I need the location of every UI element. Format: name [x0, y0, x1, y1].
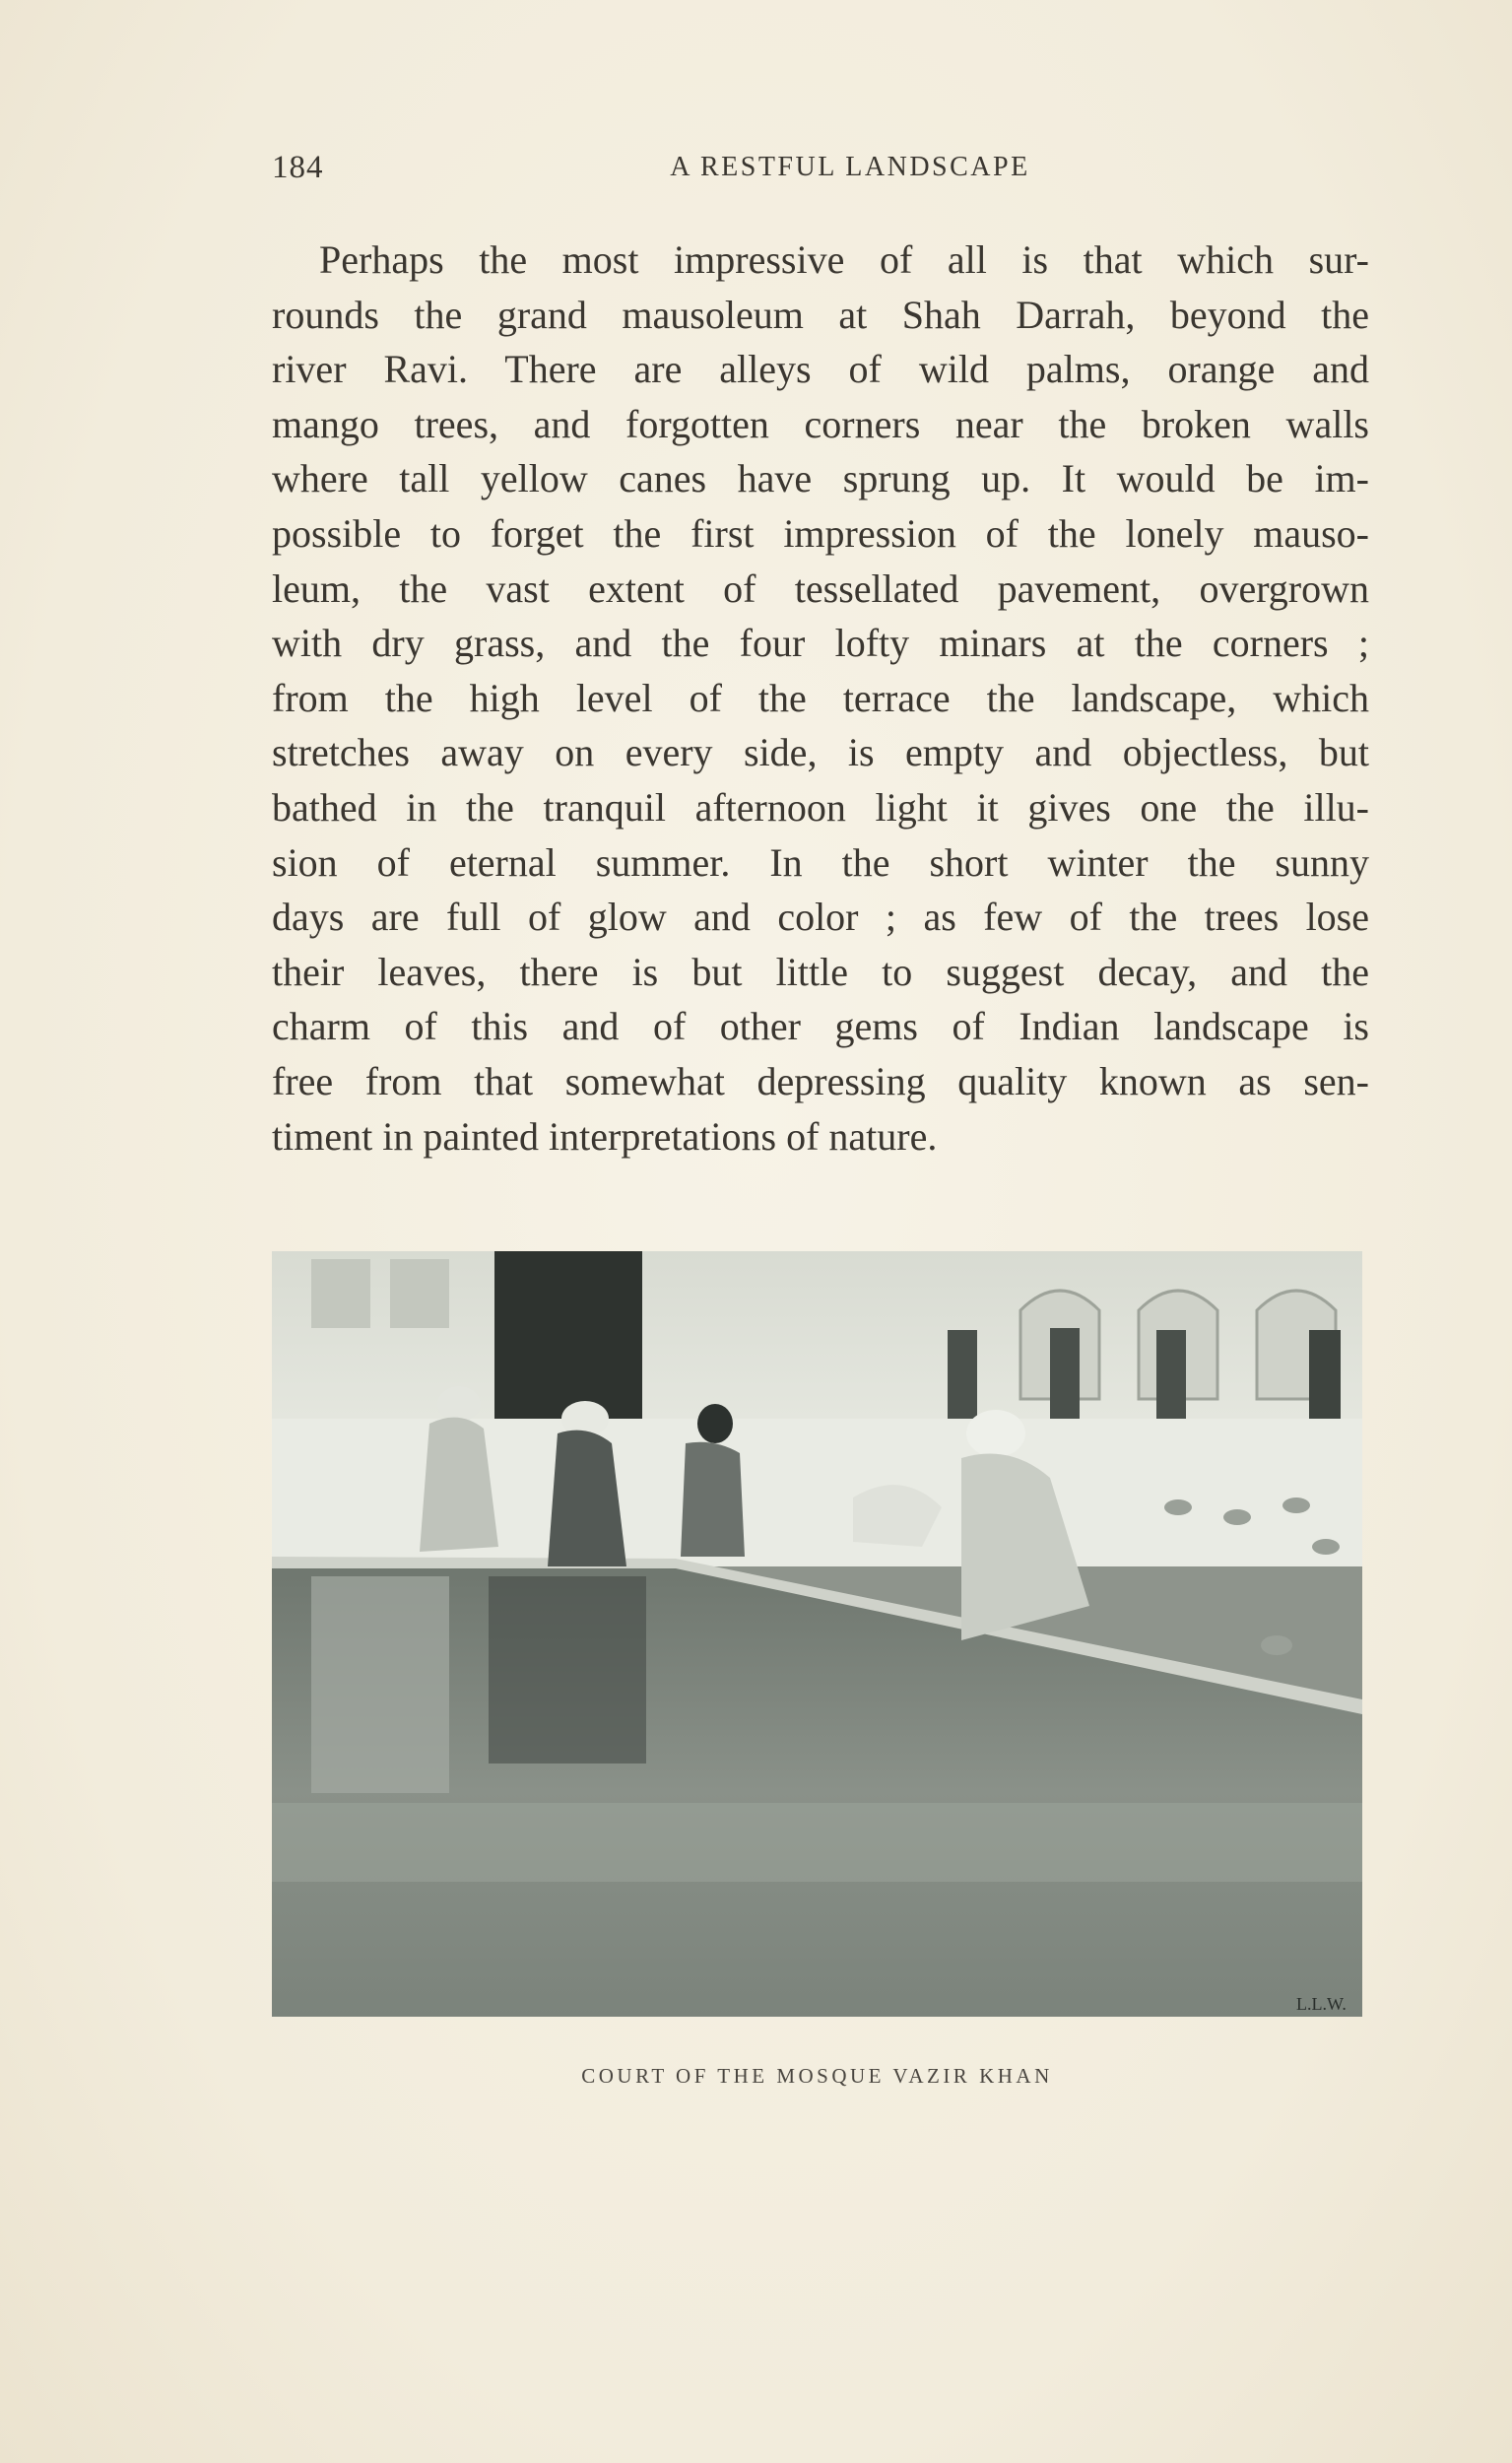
text-line: days are full of glow and color ; as few of the trees lose — [272, 895, 1369, 940]
halftone-plate-illustration — [272, 1251, 1362, 2017]
text-line: possible to forget the first impression of the lonely mauso- — [272, 510, 1369, 556]
text-line: their leaves, there is but little to suggest decay, and the — [272, 949, 1369, 994]
text-line: Perhaps the most impressive of all is that which sur- — [319, 237, 1369, 282]
text-line: timent in painted interpretations of nature. — [272, 1113, 938, 1159]
window-slot — [1156, 1330, 1186, 1429]
reflection — [311, 1576, 449, 1793]
artist-signature: L.L.W. — [1296, 1994, 1347, 2014]
text-line: free from that somewhat depressing quality known as sen- — [272, 1058, 1369, 1103]
text-line: rounds the grand mausoleum at Shah Darrah, beyond the — [272, 292, 1369, 337]
figure-caption: COURT OF THE MOSQUE VAZIR KHAN — [581, 2064, 1053, 2088]
running-title: A RESTFUL LANDSCAPE — [670, 152, 1030, 182]
text-line: from the high level of the terrace the landscape, which — [272, 675, 1369, 720]
text-line: leum, the vast extent of tessellated pavement, overgrown — [272, 566, 1369, 611]
body-paragraph — [272, 233, 1369, 1164]
wall-panel — [390, 1259, 449, 1328]
window-slot — [1050, 1328, 1080, 1427]
text-line: stretches away on every side, is empty and objectless, but — [272, 730, 1369, 775]
reflection — [272, 1803, 1362, 1882]
text-line: with dry grass, and the four lofty minars at the corners ; — [272, 621, 1369, 666]
window-slot — [948, 1330, 977, 1419]
running-head — [272, 150, 1369, 199]
doorway — [494, 1251, 642, 1419]
text-line: where tall yellow canes have sprung up. It would be im- — [272, 456, 1369, 501]
text-line: river Ravi. There are alleys of wild palms, orange and — [272, 347, 1369, 392]
wall-panel — [311, 1259, 370, 1328]
text-line: mango trees, and forgotten corners near the broken walls — [272, 401, 1369, 446]
mosque-court-scene — [272, 1251, 1362, 2017]
reflection — [489, 1576, 646, 1764]
text-line: bathed in the tranquil afternoon light it gives one the illu- — [272, 784, 1369, 830]
text-line: charm of this and of other gems of Indian landscape is — [272, 1004, 1369, 1049]
text-line: sion of eternal summer. In the short winter the sunny — [272, 839, 1369, 885]
page-number: 184 — [272, 150, 324, 185]
